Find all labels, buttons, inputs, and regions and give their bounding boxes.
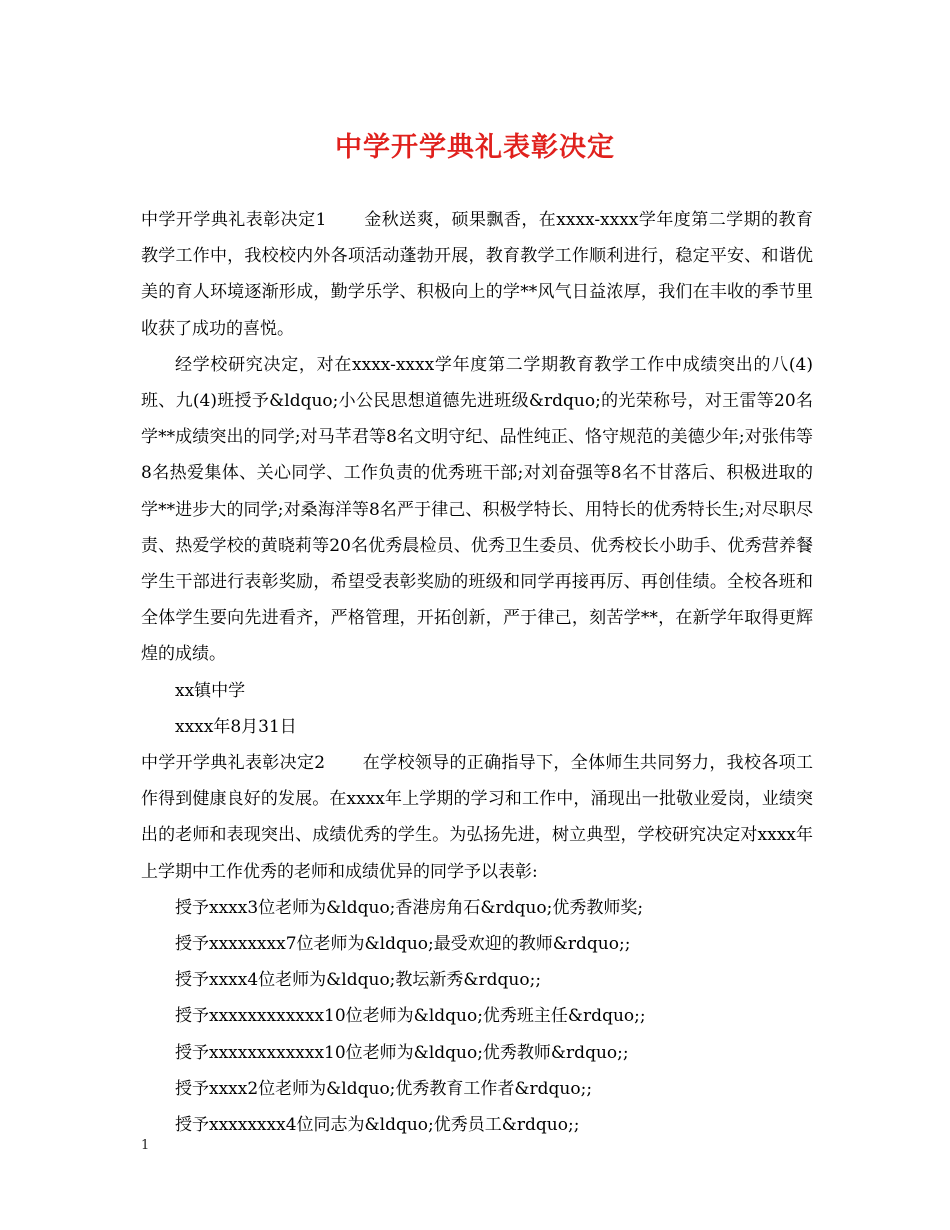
document-body <box>141 202 813 1143</box>
award-item: 授予xxxx3位老师为&ldquo;香港房角石&rdquo;优秀教师奖; <box>175 897 644 918</box>
section1-body: 经学校研究决定，对在xxxx-xxxx学年度第二学期教育教学工作中成绩突出的八(4)班、九(4)班授予&ldquo;小公民思想道德先进班级&rdquo;的光荣称号，对王雷等20名学**成绩突出的同学;对马芊君等8名文明守纪、品性纯正、恪守规范的美德少年;对张伟等8名热爱集体、关心同学、工作负责的优秀班干部;对刘奋强等8名不甘落后、积极进取的学**进步大的同学;对桑海洋等8名严于律己、积极学特长、用特长的优秀特长生;对尽职尽责、热爱学校的黄晓莉等20名优秀晨检员、优秀卫生委员、优秀校长小助手、优秀营养餐学生干部进行表彰奖励，希望受表彰奖励的班级和同学再接再厉、再创佳绩。全校各班和全体学生要向先进看齐，严格管理，开拓创新，严于律己，刻苦学**，在新学年取得更辉煌的成绩。 <box>141 354 813 665</box>
award-item: 授予xxxx2位老师为&ldquo;优秀教育工作者&rdquo;; <box>175 1078 593 1099</box>
section2-paragraph <box>141 745 813 890</box>
award-item: 授予xxxxxxxxxxxx10位老师为&ldquo;优秀教师&rdquo;; <box>175 1042 629 1063</box>
award-item: 授予xxxxxxxx7位老师为&ldquo;最受欢迎的教师&rdquo;; <box>175 934 631 955</box>
section1-intro: 金秋送爽，硕果飘香，在xxxx-xxxx学年度第二学期的教育教学工作中，我校校内外各项活动蓬勃开展，教育教学工作顺利进行，稳定平安、和谐优美的育人环境逐渐形成，勤学乐学、积极向上的学**风气日益浓厚，我们在丰收的季节里收获了成功的喜悦。 <box>141 210 813 339</box>
section1-paragraph <box>141 202 813 347</box>
section1-heading: 中学开学典礼表彰决定1 <box>141 210 327 230</box>
section2-heading: 中学开学典礼表彰决定2 <box>141 753 326 774</box>
section1-signature: xx镇中学 <box>175 680 246 701</box>
award-item: 授予xxxxxxxxxxxx10位老师为&ldquo;优秀班主任&rdquo;; <box>175 1006 646 1027</box>
award-item: 授予xxxx4位老师为&ldquo;教坛新秀&rdquo;; <box>175 970 542 991</box>
page-number: 1 <box>141 1138 150 1153</box>
section2-intro: 在学校领导的正确指导下，全体师生共同努力，我校各项工作得到健康良好的发展。在xxxx年上学期的学习和工作中，涌现出一批敬业爱岗，业绩突出的老师和表现突出、成绩优秀的学生。为弘扬先进，树立典型，学校研究决定对xxxx年上学期中工作优秀的老师和成绩优异的同学予以表彰: <box>141 753 813 882</box>
document-title: 中学开学典礼表彰决定 <box>335 132 615 163</box>
section1-date: xxxx年8月31日 <box>175 716 297 737</box>
award-item: 授予xxxxxxxx4位同志为&ldquo;优秀员工&rdquo;; <box>175 1115 580 1136</box>
